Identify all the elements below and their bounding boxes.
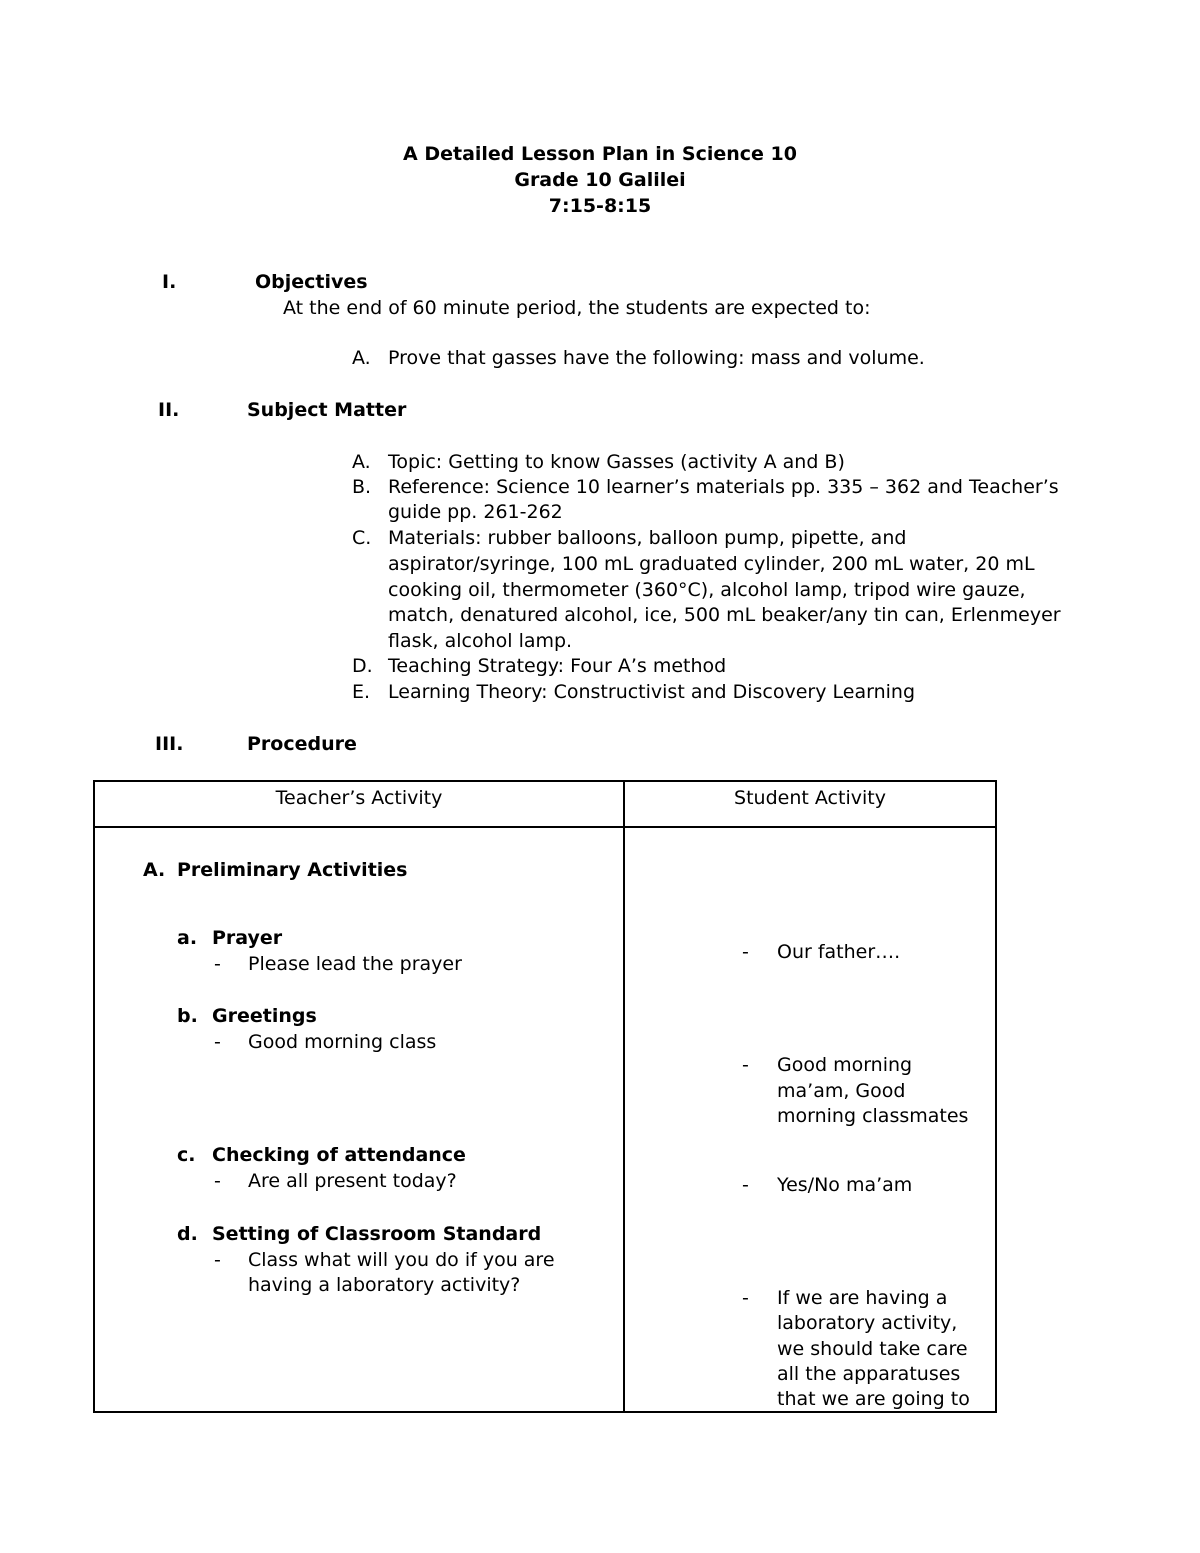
student-line-greetings: ma’am, Good bbox=[777, 1080, 906, 1102]
dash: - bbox=[742, 1174, 749, 1196]
teacher-line-prayer: Please lead the prayer bbox=[248, 953, 462, 975]
teacher-line-standard: Class what will you do if you are bbox=[248, 1249, 555, 1271]
subject-item-letter: A. bbox=[352, 451, 371, 473]
teacher-line-greetings: Good morning class bbox=[248, 1031, 437, 1053]
section-heading-objectives: Objectives bbox=[255, 271, 368, 293]
subject-item-materials-cont: cooking oil, thermometer (360°C), alcohol lamp, tripod wire gauze, bbox=[388, 579, 1026, 601]
subject-item-materials-cont: flask, alcohol lamp. bbox=[388, 630, 573, 652]
section-numeral-subject-matter: II. bbox=[158, 399, 180, 421]
student-line-greetings: Good morning bbox=[777, 1054, 913, 1076]
student-line-standard: that we are going to bbox=[777, 1388, 970, 1410]
dash: - bbox=[214, 953, 221, 975]
teacher-line-attendance: Are all present today? bbox=[248, 1170, 457, 1192]
document-title: A Detailed Lesson Plan in Science 10 bbox=[403, 143, 797, 165]
dash: - bbox=[742, 1287, 749, 1309]
student-line-prayer: Our father…. bbox=[777, 941, 901, 963]
step-title-classroom-standard: Setting of Classroom Standard bbox=[212, 1223, 542, 1245]
class-name: Grade 10 Galilei bbox=[514, 169, 686, 191]
step-title-attendance: Checking of attendance bbox=[212, 1144, 466, 1166]
step-letter: d. bbox=[177, 1223, 198, 1245]
student-line-standard: If we are having a bbox=[777, 1287, 948, 1309]
subject-item-materials: Materials: rubber balloons, balloon pump, pipette, and bbox=[388, 527, 907, 549]
objective-letter: A. bbox=[352, 347, 371, 369]
procedure-section-letter: A. bbox=[143, 859, 166, 881]
subject-item-materials-cont: aspirator/syringe, 100 mL graduated cylinder, 200 mL water, 20 mL bbox=[388, 553, 1035, 575]
dash: - bbox=[742, 941, 749, 963]
dash: - bbox=[214, 1249, 221, 1271]
header-divider bbox=[95, 826, 995, 828]
procedure-table bbox=[93, 780, 997, 1413]
subject-item-reference: Reference: Science 10 learner’s materials pp. 335 – 362 and Teacher’s bbox=[388, 476, 1059, 498]
subject-item-letter: C. bbox=[352, 527, 372, 549]
subject-item-strategy: Teaching Strategy: Four A’s method bbox=[388, 655, 727, 677]
section-numeral-objectives: I. bbox=[162, 271, 177, 293]
step-title-prayer: Prayer bbox=[212, 927, 283, 949]
subject-item-theory: Learning Theory: Constructivist and Discovery Learning bbox=[388, 681, 915, 703]
subject-item-letter: B. bbox=[352, 476, 372, 498]
subject-item-materials-cont: match, denatured alcohol, ice, 500 mL beaker/any tin can, Erlenmeyer bbox=[388, 604, 1061, 626]
column-header-teacher: Teacher’s Activity bbox=[275, 787, 443, 809]
procedure-section-title: Preliminary Activities bbox=[177, 859, 408, 881]
dash: - bbox=[742, 1054, 749, 1076]
student-line-standard: we should take care bbox=[777, 1338, 968, 1360]
section-heading-subject-matter: Subject Matter bbox=[247, 399, 407, 421]
student-line-standard: all the apparatuses bbox=[777, 1363, 961, 1385]
dash: - bbox=[214, 1170, 221, 1192]
objective-text: Prove that gasses have the following: mass and volume. bbox=[388, 347, 925, 369]
step-title-greetings: Greetings bbox=[212, 1005, 317, 1027]
class-time: 7:15-8:15 bbox=[548, 195, 652, 217]
step-letter: c. bbox=[177, 1144, 196, 1166]
dash: - bbox=[214, 1031, 221, 1053]
subject-item-letter: D. bbox=[352, 655, 373, 677]
objectives-intro: At the end of 60 minute period, the students are expected to: bbox=[283, 297, 871, 319]
section-numeral-procedure: III. bbox=[155, 733, 184, 755]
subject-item-letter: E. bbox=[352, 681, 371, 703]
student-line-standard: laboratory activity, bbox=[777, 1312, 958, 1334]
subject-item-reference-cont: guide pp. 261-262 bbox=[388, 501, 563, 523]
section-heading-procedure: Procedure bbox=[247, 733, 357, 755]
column-divider bbox=[623, 782, 625, 1411]
student-line-attendance: Yes/No ma’am bbox=[777, 1174, 913, 1196]
step-letter: a. bbox=[177, 927, 198, 949]
column-header-student: Student Activity bbox=[734, 787, 886, 809]
step-letter: b. bbox=[177, 1005, 198, 1027]
subject-item-topic: Topic: Getting to know Gasses (activity A and B) bbox=[388, 451, 845, 473]
teacher-line-standard: having a laboratory activity? bbox=[248, 1274, 521, 1296]
student-line-greetings: morning classmates bbox=[777, 1105, 969, 1127]
